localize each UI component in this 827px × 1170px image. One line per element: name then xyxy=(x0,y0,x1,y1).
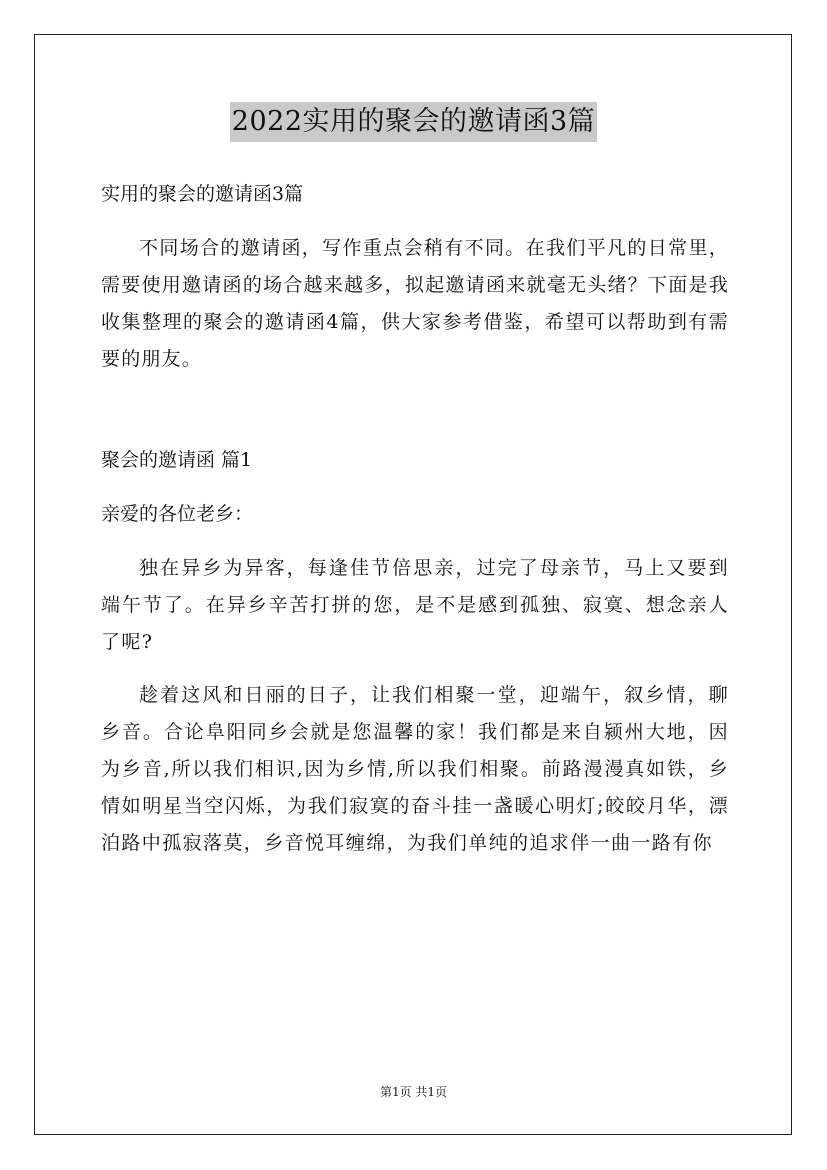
document-title: 2022实用的聚会的邀请函3篇 xyxy=(230,102,597,142)
document-body xyxy=(101,176,729,862)
section-spacer xyxy=(101,378,729,442)
body-paragraph-1: 独在异乡为异客，每逢佳节倍思亲，过完了母亲节，马上又要到端午节了。在异乡辛苦打拼的您，是不是感到孤独、寂寞、想念亲人了呢? xyxy=(101,557,729,653)
salutation: 亲爱的各位老乡： xyxy=(101,503,254,525)
document-subtitle: 实用的聚会的邀请函3篇 xyxy=(101,183,304,205)
intro-paragraph: 不同场合的邀请函，写作重点会稍有不同。在我们平凡的日常里，需要使用邀请函的场合越来越多，拟起邀请函来就毫无头绪？下面是我收集整理的聚会的邀请函4篇，供大家参考借鉴，希望可以帮助到有需要的朋友。 xyxy=(101,237,729,370)
section-heading: 聚会的邀请函 篇1 xyxy=(101,449,253,471)
title-container xyxy=(0,102,827,142)
page-number: 第1页 共1页 xyxy=(379,1085,448,1099)
body-paragraph-2: 趁着这风和日丽的日子，让我们相聚一堂，迎端午，叙乡情，聊乡音。合论阜阳同乡会就是您温馨的家！我们都是来自颍州大地，因为乡音,所以我们相识,因为乡情,所以我们相聚。前路漫漫真如铁，乡情如明星当空闪烁，为我们寂寞的奋斗挂一盏暖心明灯;皎皎月华，漂泊路中孤寂落莫，乡音悦耳缠绵，为我们单纯的追求伴一曲一路有你 xyxy=(101,684,729,854)
page-footer xyxy=(0,1083,827,1100)
